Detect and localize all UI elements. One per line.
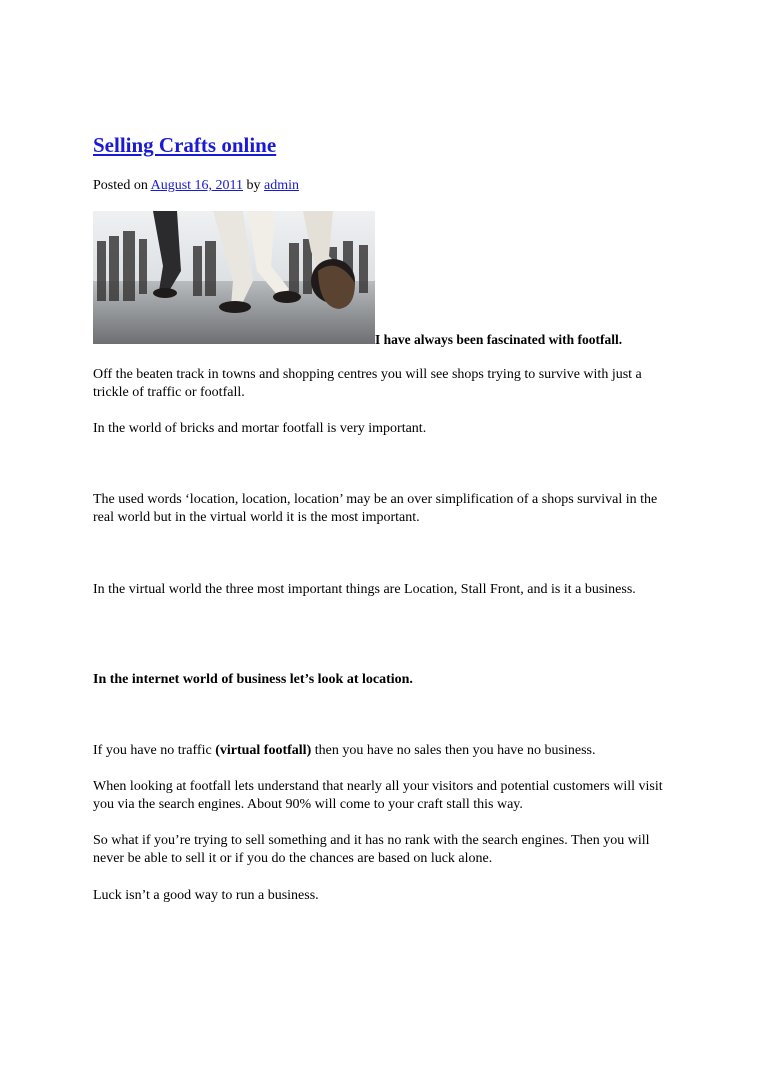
posted-on-label: Posted on	[93, 178, 148, 193]
by-label: by	[246, 178, 261, 193]
p6-before: If you have no traffic	[93, 743, 216, 758]
post-title[interactable]: Selling Crafts online	[93, 133, 277, 157]
footfall-photo	[93, 211, 375, 344]
author-link[interactable]: admin	[264, 178, 300, 193]
paragraph-8: So what if you’re trying to sell something and it has no rank with the search engines. Then you will never be able to sell it or if you do the chances are based on luck alone.	[93, 833, 650, 866]
paragraph-2: In the world of bricks and mortar footfall is very important.	[93, 421, 427, 436]
paragraph-3: The used words ‘location, location, location’ may be an over simplification of a shops survival in the real world but in the virtual world it is the most important.	[93, 492, 658, 525]
post-date-link[interactable]: August 16, 2011	[150, 178, 244, 193]
paragraph-7: When looking at footfall lets understand that nearly all your visitors and potential customers will visit you via the search engines. About 90% will come to your craft stall this way.	[93, 779, 663, 812]
paragraph-6	[93, 742, 678, 760]
post-meta	[93, 177, 299, 195]
bold-heading: In the internet world of business let’s look at location.	[93, 672, 413, 687]
image-caption: I have always been fascinated with footfall.	[375, 332, 623, 347]
paragraph-1: Off the beaten track in towns and shopping centres you will see shops trying to survive with just a trickle of traffic or footfall.	[93, 367, 642, 400]
paragraph-4: In the virtual world the three most important things are Location, Stall Front, and is it a business.	[93, 582, 636, 597]
paragraph-9: Luck isn’t a good way to run a business.	[93, 888, 319, 903]
p6-bold: (virtual footfall)	[215, 743, 312, 758]
p6-after: then you have no sales then you have no business.	[311, 743, 596, 758]
crowd-walking-image	[93, 211, 375, 344]
paragraph-5	[93, 671, 678, 689]
